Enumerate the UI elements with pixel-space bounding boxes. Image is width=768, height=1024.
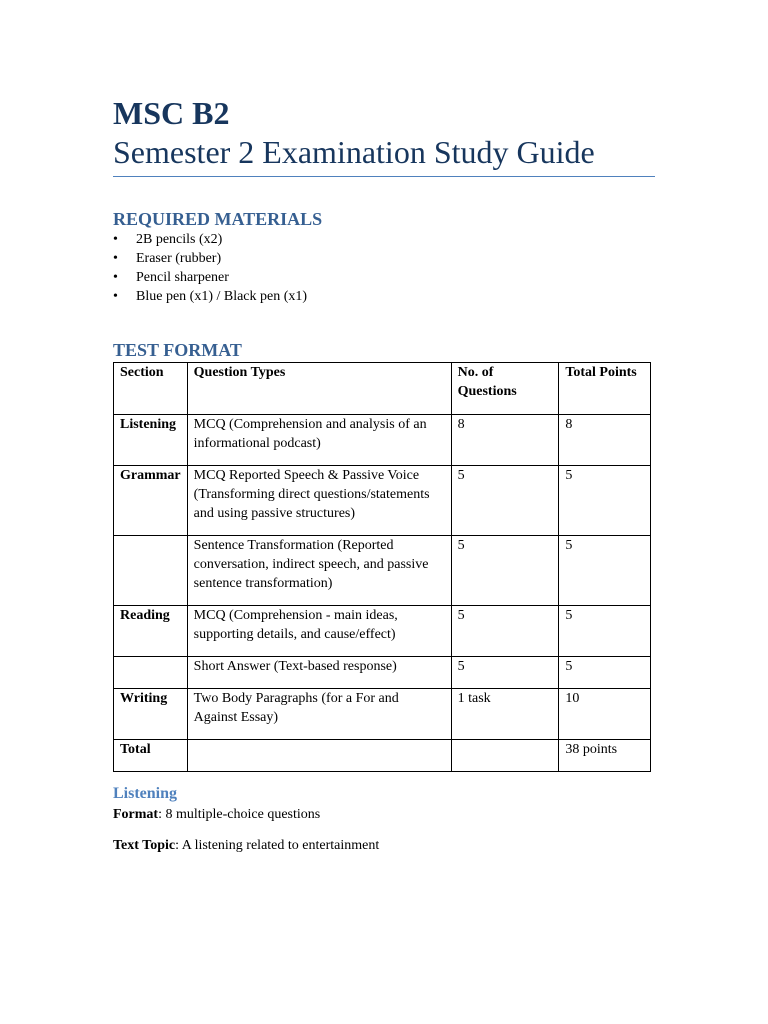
cell-section: Grammar — [114, 466, 188, 536]
cell-points: 10 — [559, 689, 651, 740]
test-format-heading: TEST FORMAT — [113, 340, 242, 360]
column-header-no-of-questions: No. of Questions — [451, 363, 559, 415]
format-value: : 8 multiple-choice questions — [158, 807, 321, 822]
cell-question-type: Sentence Transformation (Reported conversation, indirect speech, and passive sentence transformation) — [187, 536, 451, 606]
list-item — [113, 287, 307, 306]
topic-value: : A listening related to entertainment — [175, 838, 380, 853]
cell-section: Writing — [114, 689, 188, 740]
required-materials-heading: REQUIRED MATERIALS — [113, 209, 323, 229]
cell-question-count: 8 — [451, 415, 559, 466]
format-label: Format — [113, 807, 159, 822]
cell-question-count: 5 — [451, 657, 559, 689]
table-row — [114, 415, 651, 466]
cell-question-type: Short Answer (Text-based response) — [187, 657, 451, 689]
cell-section — [114, 536, 188, 606]
cell-question-type: MCQ (Comprehension - main ideas, supporting details, and cause/effect) — [187, 606, 451, 657]
cell-points: 5 — [559, 606, 651, 657]
table-row — [114, 689, 651, 740]
cell-question-count: 5 — [451, 536, 559, 606]
title-divider — [113, 176, 655, 177]
table-row — [114, 606, 651, 657]
cell-section: Reading — [114, 606, 188, 657]
document-subtitle: Semester 2 Examination Study Guide — [113, 134, 595, 170]
cell-question-type: MCQ Reported Speech & Passive Voice (Transforming direct questions/statements and using passive structures) — [187, 466, 451, 536]
cell-section: Total — [114, 740, 188, 772]
cell-points: 5 — [559, 536, 651, 606]
cell-question-count — [451, 740, 559, 772]
cell-points: 5 — [559, 657, 651, 689]
cell-points: 5 — [559, 466, 651, 536]
list-item — [113, 230, 307, 249]
table-row — [114, 466, 651, 536]
materials-list — [113, 230, 307, 306]
cell-question-count: 1 task — [451, 689, 559, 740]
list-item — [113, 249, 307, 268]
cell-points: 8 — [559, 415, 651, 466]
topic-label: Text Topic — [113, 838, 176, 853]
table-header-row — [114, 363, 651, 415]
list-item-text: Pencil sharpener — [136, 270, 229, 285]
column-header-question-types: Question Types — [187, 363, 451, 415]
document-title: MSC B2 — [113, 95, 230, 131]
cell-question-type — [187, 740, 451, 772]
cell-question-type: MCQ (Comprehension and analysis of an informational podcast) — [187, 415, 451, 466]
list-item-text: 2B pencils (x2) — [136, 232, 223, 247]
test-format-table — [113, 362, 651, 772]
cell-points: 38 points — [559, 740, 651, 772]
listening-topic — [113, 836, 379, 855]
table-row — [114, 536, 651, 606]
cell-question-count: 5 — [451, 606, 559, 657]
cell-question-count: 5 — [451, 466, 559, 536]
cell-question-type: Two Body Paragraphs (for a For and Against Essay) — [187, 689, 451, 740]
table-row — [114, 657, 651, 689]
bullet-icon: • — [113, 251, 118, 266]
column-header-section: Section — [114, 363, 188, 415]
list-item-text: Eraser (rubber) — [136, 251, 222, 266]
table-row — [114, 740, 651, 772]
bullet-icon: • — [113, 232, 118, 247]
list-item — [113, 268, 307, 287]
column-header-total-points: Total Points — [559, 363, 651, 415]
bullet-icon: • — [113, 289, 118, 304]
cell-section: Listening — [114, 415, 188, 466]
list-item-text: Blue pen (x1) / Black pen (x1) — [136, 289, 308, 304]
bullet-icon: • — [113, 270, 118, 285]
listening-heading: Listening — [113, 785, 178, 802]
cell-section — [114, 657, 188, 689]
listening-format — [113, 805, 320, 824]
